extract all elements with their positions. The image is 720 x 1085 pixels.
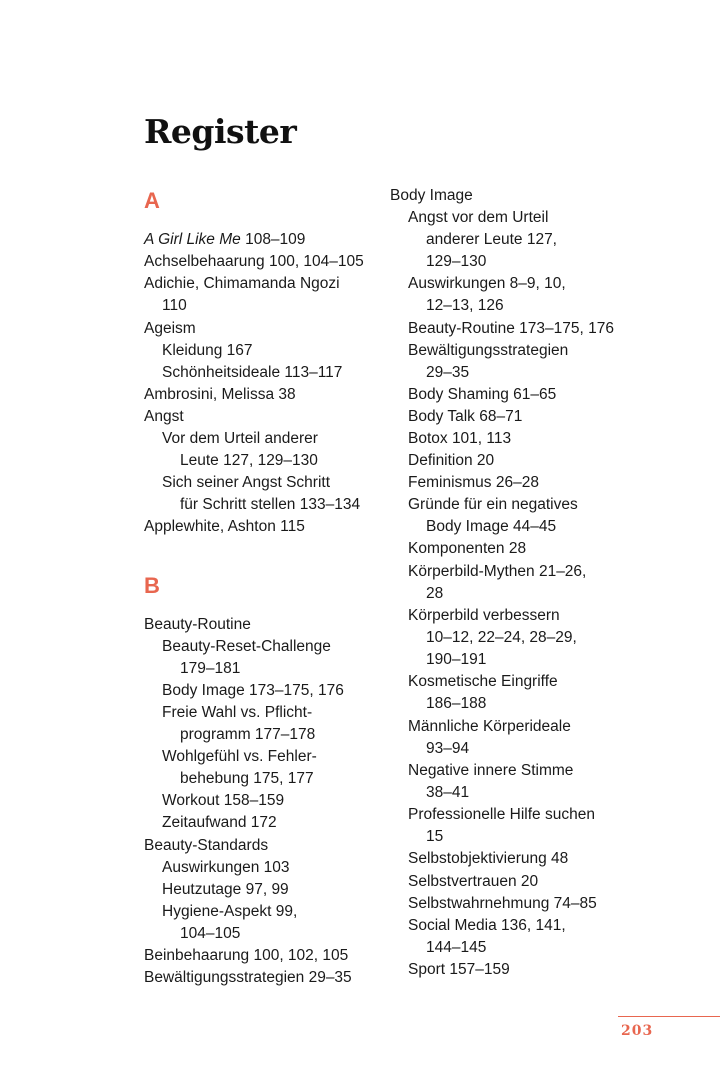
index-subentry: Vor dem Urteil anderer [162, 430, 318, 447]
index-subentry: Heutzutage 97, 99 [162, 881, 289, 898]
index-subentry: Komponenten 28 [408, 540, 527, 557]
index-subentry: Sich seiner Angst Schritt [162, 474, 330, 491]
index-subentry: Beauty-Routine 173–175, 176 [408, 320, 614, 337]
section-letter-a: A [144, 188, 160, 213]
index-entry: Beinbehaarung 100, 102, 105 [144, 947, 349, 964]
index-entry: Ambrosini, Melissa 38 [144, 386, 296, 403]
index-subentry: Botox 101, 113 [408, 430, 512, 447]
index-entry: Bewältigungsstrategien 29–35 [144, 969, 352, 986]
index-entry: Beauty-Standards [144, 837, 269, 854]
index-subentry: Body Talk 68–71 [408, 408, 523, 425]
index-entry: Body Image [390, 187, 473, 204]
index-subentry: 190–191 [426, 651, 487, 668]
index-subentry: Männliche Körperideale [408, 718, 571, 735]
index-subentry: behebung 175, 177 [180, 770, 314, 787]
footer-rule [618, 1016, 720, 1017]
index-subentry: Body Shaming 61–65 [408, 386, 557, 403]
index-subentry: 29–35 [426, 364, 470, 381]
index-subentry: Body Image 44–45 [426, 518, 557, 535]
index-subentry: Bewältigungsstrategien [408, 342, 569, 359]
index-subentry: Kleidung 167 [162, 342, 253, 359]
index-subentry: 38–41 [426, 784, 470, 801]
index-subentry: Körperbild verbessern [408, 607, 560, 624]
index-subentry: Zeitaufwand 172 [162, 814, 277, 831]
index-subentry: Hygiene-Aspekt 99, [162, 903, 298, 920]
index-subentry: Auswirkungen 8–9, 10, [408, 275, 566, 292]
index-subentry: Schönheitsideale 113–117 [162, 364, 343, 381]
index-subentry: Negative innere Stimme [408, 762, 574, 779]
index-subentry: Freie Wahl vs. Pflicht- [162, 704, 313, 721]
index-subentry: 28 [426, 585, 444, 602]
index-entry: Beauty-Routine [144, 616, 251, 633]
index-subentry: 12–13, 126 [426, 297, 504, 314]
index-subentry: Social Media 136, 141, [408, 917, 566, 934]
index-subentry: Selbstobjektivierung 48 [408, 850, 569, 867]
index-subentry: Selbstvertrauen 20 [408, 873, 539, 890]
index-entry: Achselbehaarung 100, 104–105 [144, 253, 364, 270]
index-entry: Angst [144, 408, 184, 425]
index-subentry: 129–130 [426, 253, 487, 270]
index-subentry: Angst vor dem Urteil [408, 209, 549, 226]
index-subentry: Kosmetische Eingriffe [408, 673, 558, 690]
index-subentry: Leute 127, 129–130 [180, 452, 318, 469]
index-entry: A Girl Like Me 108–109 [144, 231, 306, 248]
index-subentry: Selbstwahrnehmung 74–85 [408, 895, 597, 912]
index-subentry: Definition 20 [408, 452, 495, 469]
index-subentry: 15 [426, 828, 444, 845]
index-subentry: Professionelle Hilfe suchen [408, 806, 595, 823]
index-subentry: 186–188 [426, 695, 487, 712]
index-subentry: Body Image 173–175, 176 [162, 682, 344, 699]
index-entry: Ageism [144, 320, 196, 337]
index-subentry: 179–181 [180, 660, 241, 677]
index-subentry: programm 177–178 [180, 726, 316, 743]
section-letter-b: B [144, 573, 160, 598]
page-title: Register [144, 112, 297, 151]
index-subentry: für Schritt stellen 133–134 [180, 496, 361, 513]
index-subentry: 10–12, 22–24, 28–29, [426, 629, 577, 646]
index-subentry: 104–105 [180, 925, 241, 942]
index-subentry: 93–94 [426, 740, 470, 757]
index-subentry: Beauty-Reset-Challenge [162, 638, 331, 655]
index-subentry: 144–145 [426, 939, 487, 956]
index-subentry: Feminismus 26–28 [408, 474, 539, 491]
index-entry: 110 [162, 297, 187, 314]
index-subentry: Wohlgefühl vs. Fehler- [162, 748, 317, 765]
index-subentry: Gründe für ein negatives [408, 496, 578, 513]
index-subentry: Sport 157–159 [408, 961, 510, 978]
index-entry: Applewhite, Ashton 115 [144, 518, 305, 535]
index-entry: Adichie, Chimamanda Ngozi [144, 275, 340, 292]
index-subentry: anderer Leute 127, [426, 231, 557, 248]
index-subentry: Workout 158–159 [162, 792, 285, 809]
index-subentry: Auswirkungen 103 [162, 859, 290, 876]
page-number: 203 [621, 1023, 654, 1039]
index-subentry: Körperbild-Mythen 21–26, [408, 563, 587, 580]
